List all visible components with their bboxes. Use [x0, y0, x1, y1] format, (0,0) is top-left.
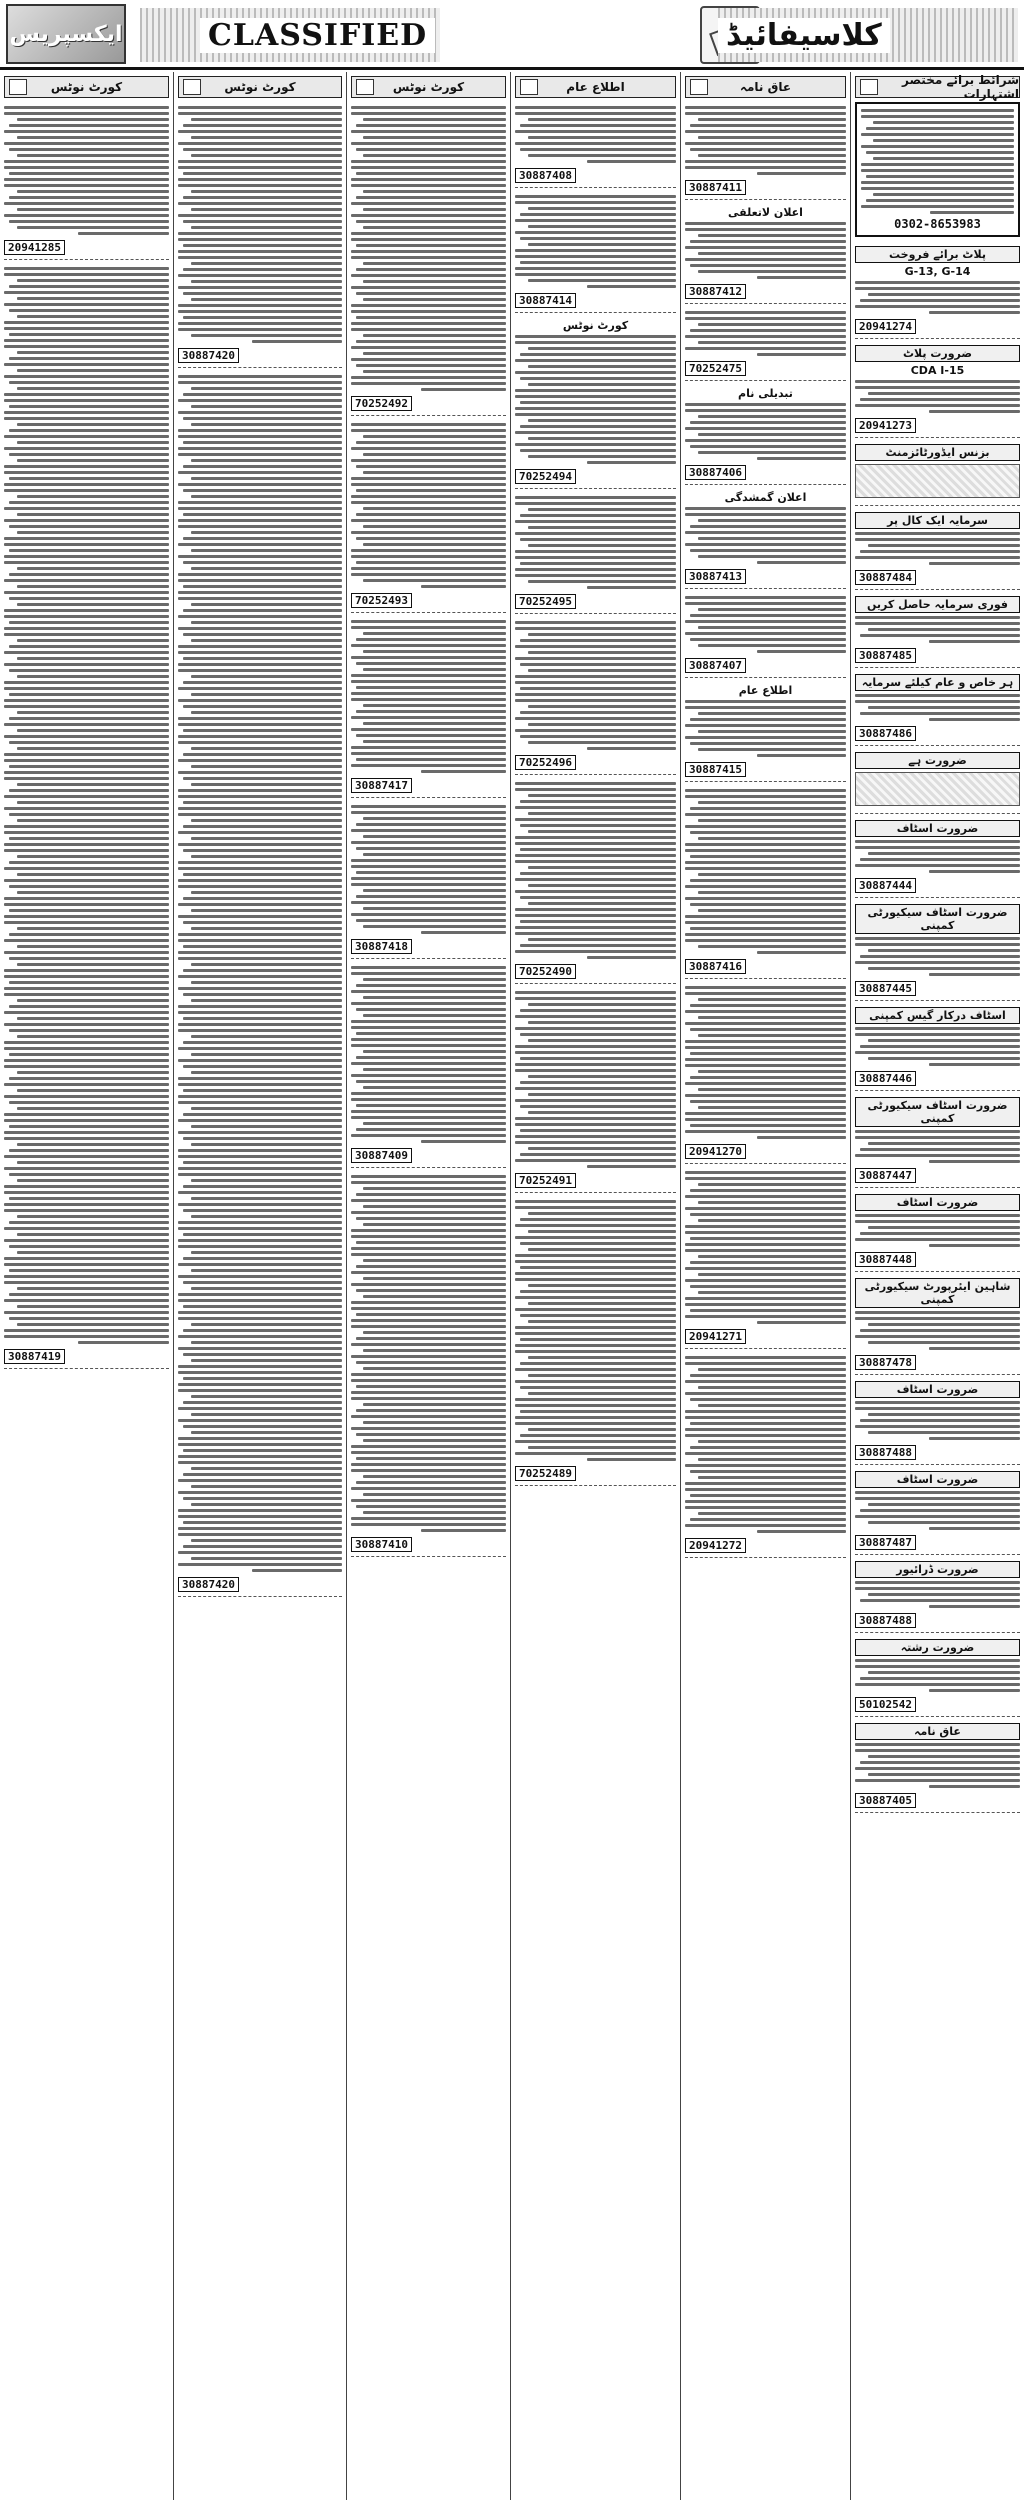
classified-ad: [855, 1468, 1020, 1555]
ad-text-block: [178, 374, 342, 1573]
ad-text-block: [515, 1199, 676, 1462]
ad-title: ضرورت رشتہ: [855, 1639, 1020, 1656]
ad-title: ضرورت ڈرائیور: [855, 1561, 1020, 1578]
ad-text-block: [855, 936, 1020, 977]
column-heading: [178, 76, 342, 98]
ad-text-block: [178, 105, 342, 344]
ad-text-block: [4, 266, 169, 1345]
heading-illustration-icon: [9, 79, 27, 95]
column-heading: [4, 76, 169, 98]
classified-ad: [855, 749, 1020, 814]
column-heading-label: عاق نامہ: [739, 80, 792, 94]
ad-reference-code: 30887486: [855, 726, 916, 741]
ad-text-block: [855, 1580, 1020, 1609]
ad-text-block: [685, 310, 846, 357]
ad-guidelines-box: [855, 102, 1020, 237]
column-heading: [515, 76, 676, 98]
ad-subtitle: G-13, G-14: [904, 265, 971, 278]
classified-ad: [515, 778, 676, 984]
ad-text-block: [855, 1026, 1020, 1067]
ad-reference-code: 30887417: [351, 778, 412, 793]
classified-ad: [855, 1720, 1020, 1813]
heading-illustration-icon: [860, 79, 878, 95]
classified-ad: [855, 593, 1020, 668]
ad-text-block: [855, 1658, 1020, 1693]
ad-reference-code: 20941271: [685, 1329, 746, 1344]
ad-reference-code: 30887447: [855, 1168, 916, 1183]
ad-text-block: [855, 1400, 1020, 1441]
ad-reference-code: 30887446: [855, 1071, 916, 1086]
classified-ad: [685, 102, 846, 200]
ad-title: ضرورت اسٹاف: [855, 1471, 1020, 1488]
ad-reference-code: 30887487: [855, 1535, 916, 1550]
classified-ad: [515, 191, 676, 313]
ad-title: ہر خاص و عام کیلئے سرمایہ: [855, 674, 1020, 691]
column-heading: [351, 76, 506, 98]
ad-reference-code: 30887413: [685, 569, 746, 584]
column-col5: [680, 72, 850, 2500]
ad-reference-code: 30887405: [855, 1793, 916, 1808]
ad-text-block: [351, 422, 506, 589]
ad-reference-code: 70252492: [351, 396, 412, 411]
ad-text-block: [685, 105, 846, 176]
ad-reference-code: 70252489: [515, 1466, 576, 1481]
ad-title: عاق نامہ: [855, 1723, 1020, 1740]
logo-text: ایکسپریس: [9, 21, 123, 47]
heading-illustration-icon: [183, 79, 201, 95]
ad-reference-code: 30887414: [515, 293, 576, 308]
ad-reference-code: 30887407: [685, 658, 746, 673]
classified-ad: [515, 987, 676, 1193]
ad-text-block: [4, 105, 169, 236]
ad-text-block: [685, 1355, 846, 1534]
classified-ad: [855, 1004, 1020, 1091]
ad-text-block: [855, 1129, 1020, 1164]
ad-text-block: [855, 1490, 1020, 1531]
column-heading-label: کورٹ نوٹس: [392, 80, 465, 94]
ad-text-block: [515, 781, 676, 960]
classified-ad: [855, 441, 1020, 506]
classified-ad: [855, 901, 1020, 1001]
ad-title: ضرورت اسٹاف سیکیورٹی کمپنی: [855, 1097, 1020, 1127]
classified-ad: [685, 785, 846, 979]
ad-reference-code: 30887420: [178, 348, 239, 363]
title-en: CLASSIFIED: [200, 18, 435, 53]
ad-reference-code: 30887408: [515, 168, 576, 183]
ad-illustration: [855, 464, 1020, 498]
ad-reference-code: 30887409: [351, 1148, 412, 1163]
classified-ad: [855, 243, 1020, 339]
classified-ad: [515, 102, 676, 188]
ad-text-block: [515, 194, 676, 289]
heading-illustration-icon: [520, 79, 538, 95]
ad-reference-code: 30887488: [855, 1613, 916, 1628]
ad-title: سرمایہ ایک کال پر: [855, 512, 1020, 529]
ad-reference-code: 30887412: [685, 284, 746, 299]
classified-ad: [685, 1352, 846, 1558]
ad-reference-code: 70252496: [515, 755, 576, 770]
classified-ad: [855, 1636, 1020, 1717]
ad-reference-code: 30887478: [855, 1355, 916, 1370]
ad-text-block: [515, 495, 676, 590]
ad-title: ضرورت اسٹاف سیکیورٹی کمپنی: [855, 904, 1020, 934]
classified-ad: [855, 342, 1020, 438]
classified-ad: [855, 817, 1020, 898]
heading-illustration-icon: [356, 79, 374, 95]
title-ur: کلاسیفائیڈ: [718, 18, 890, 53]
ad-reference-code: 70252495: [515, 594, 576, 609]
ad-reference-code: 20941274: [855, 319, 916, 334]
ad-title: اسٹاف درکار گیس کمپنی: [855, 1007, 1020, 1024]
ad-text-block: [855, 839, 1020, 874]
classified-columns: [0, 72, 1024, 2500]
classified-ad: [351, 616, 506, 798]
ad-text-block: [515, 620, 676, 751]
ad-text-block: [855, 531, 1020, 566]
ad-text-block: [685, 506, 846, 565]
ad-text-block: [515, 105, 676, 164]
classified-banner-ur: [718, 8, 1018, 62]
classified-ad: [685, 681, 846, 782]
classified-ad: [351, 1171, 506, 1557]
classified-ad: [515, 1196, 676, 1486]
classified-ad: [855, 1191, 1020, 1272]
ad-reference-code: 20941285: [4, 240, 65, 255]
ad-title: ضرورت اسٹاف: [855, 1381, 1020, 1398]
classified-ad: [685, 203, 846, 304]
ad-reference-code: 30887416: [685, 959, 746, 974]
ad-reference-code: 50102542: [855, 1697, 916, 1712]
column-heading: [855, 73, 1020, 101]
ad-text-block: [351, 804, 506, 935]
column-col1: [0, 72, 173, 2500]
ad-title: فوری سرمایہ حاصل کریں: [855, 596, 1020, 613]
column-col2: [173, 72, 346, 2500]
ad-title: ضرورت اسٹاف: [855, 1194, 1020, 1211]
ad-reference-code: 20941273: [855, 418, 916, 433]
classified-banner-en: [140, 8, 440, 62]
ad-reference-code: 30887410: [351, 1537, 412, 1552]
classified-ad: [515, 492, 676, 614]
ad-reference-code: 20941272: [685, 1538, 746, 1553]
classified-ad: [855, 1094, 1020, 1188]
ad-reference-code: 70252475: [685, 361, 746, 376]
ad-text-block: [685, 221, 846, 280]
ad-title: ضرورت ہے: [855, 752, 1020, 769]
column-heading-label: شرائط برائے مختصر اشتہارات: [902, 73, 1019, 101]
classified-ad: [515, 316, 676, 489]
ad-text-block: [685, 985, 846, 1140]
column-col4: [510, 72, 680, 2500]
ad-text-block: [685, 788, 846, 955]
ad-text-block: [685, 402, 846, 461]
ad-title: شاہین ایئرپورٹ سیکیورٹی کمپنی: [855, 1278, 1020, 1308]
ad-reference-code: 30887406: [685, 465, 746, 480]
ad-reference-code: 30887415: [685, 762, 746, 777]
ad-text-block: [855, 615, 1020, 644]
ad-title: ضرورت پلاٹ: [855, 345, 1020, 362]
classified-ad: [4, 263, 169, 1369]
ad-reference-code: 30887444: [855, 878, 916, 893]
classified-ad: [685, 592, 846, 678]
classified-ad: [685, 982, 846, 1164]
ad-text-block: [855, 693, 1020, 722]
ad-title: ضرورت اسٹاف: [855, 820, 1020, 837]
ad-text-block: [515, 990, 676, 1169]
classified-ad: [685, 384, 846, 485]
ad-reference-code: 20941270: [685, 1144, 746, 1159]
ad-title: بزنس ایڈورٹائزمنٹ: [855, 444, 1020, 461]
ad-reference-code: 30887484: [855, 570, 916, 585]
ad-reference-code: 30887485: [855, 648, 916, 663]
heading-illustration-icon: [690, 79, 708, 95]
column-col6: [850, 72, 1024, 2500]
ad-reference-code: 30887488: [855, 1445, 916, 1460]
ad-text-block: [861, 108, 1014, 215]
classified-ad: [515, 617, 676, 775]
column-heading-label: کورٹ نوٹس: [224, 80, 296, 94]
ad-title: کورٹ نوٹس: [562, 319, 629, 332]
ad-text-block: [685, 595, 846, 654]
classified-ad: [351, 801, 506, 959]
ad-text-block: [351, 619, 506, 774]
ad-text-block: [855, 1213, 1020, 1248]
classified-ad: [855, 1378, 1020, 1465]
ad-reference-code: 70252493: [351, 593, 412, 608]
contact-phone: 0302-8653983: [894, 217, 981, 231]
ad-title: تبدیلی نام: [738, 387, 793, 400]
ad-illustration: [855, 772, 1020, 806]
page-header: [0, 0, 1024, 70]
classified-ad: [685, 1167, 846, 1349]
classified-ad: [855, 671, 1020, 746]
ad-reference-code: 70252490: [515, 964, 576, 979]
ad-text-block: [855, 1742, 1020, 1789]
ad-text-block: [685, 1170, 846, 1325]
classified-ad: [351, 962, 506, 1168]
column-heading: [685, 76, 846, 98]
ad-text-block: [685, 699, 846, 758]
classified-ad: [351, 102, 506, 416]
classified-ad: [855, 1275, 1020, 1375]
classified-ad: [855, 1558, 1020, 1633]
column-col3: [346, 72, 510, 2500]
classified-ad: [855, 509, 1020, 590]
newspaper-logo: [6, 4, 126, 64]
classified-ad: [178, 371, 342, 1597]
ad-text-block: [351, 965, 506, 1144]
classified-ad: [685, 488, 846, 589]
ad-text-block: [351, 105, 506, 392]
classified-ad: [4, 102, 169, 260]
ad-text-block: [351, 1174, 506, 1533]
ad-subtitle: CDA I-15: [910, 364, 965, 377]
ad-title: اعلان لاتعلقی: [728, 206, 803, 219]
ad-reference-code: 30887419: [4, 1349, 65, 1364]
ad-reference-code: 70252494: [515, 469, 576, 484]
ad-reference-code: 30887420: [178, 1577, 239, 1592]
column-heading-label: اطلاع عام: [566, 80, 625, 94]
ad-text-block: [515, 334, 676, 465]
classified-ad: [178, 102, 342, 368]
ad-reference-code: 70252491: [515, 1173, 576, 1188]
ad-text-block: [855, 379, 1020, 414]
column-heading-label: کورٹ نوٹس: [50, 80, 123, 94]
ad-reference-code: 30887411: [685, 180, 746, 195]
ad-title: اعلان گمشدگی: [724, 491, 807, 504]
ad-reference-code: 30887418: [351, 939, 412, 954]
ad-title: پلاٹ برائے فروخت: [855, 246, 1020, 263]
classified-ad: [351, 419, 506, 613]
ad-reference-code: 30887448: [855, 1252, 916, 1267]
ad-text-block: [855, 280, 1020, 315]
ad-title: اطلاع عام: [738, 684, 793, 697]
ad-reference-code: 30887445: [855, 981, 916, 996]
ad-text-block: [855, 1310, 1020, 1351]
classified-ad: [685, 307, 846, 381]
